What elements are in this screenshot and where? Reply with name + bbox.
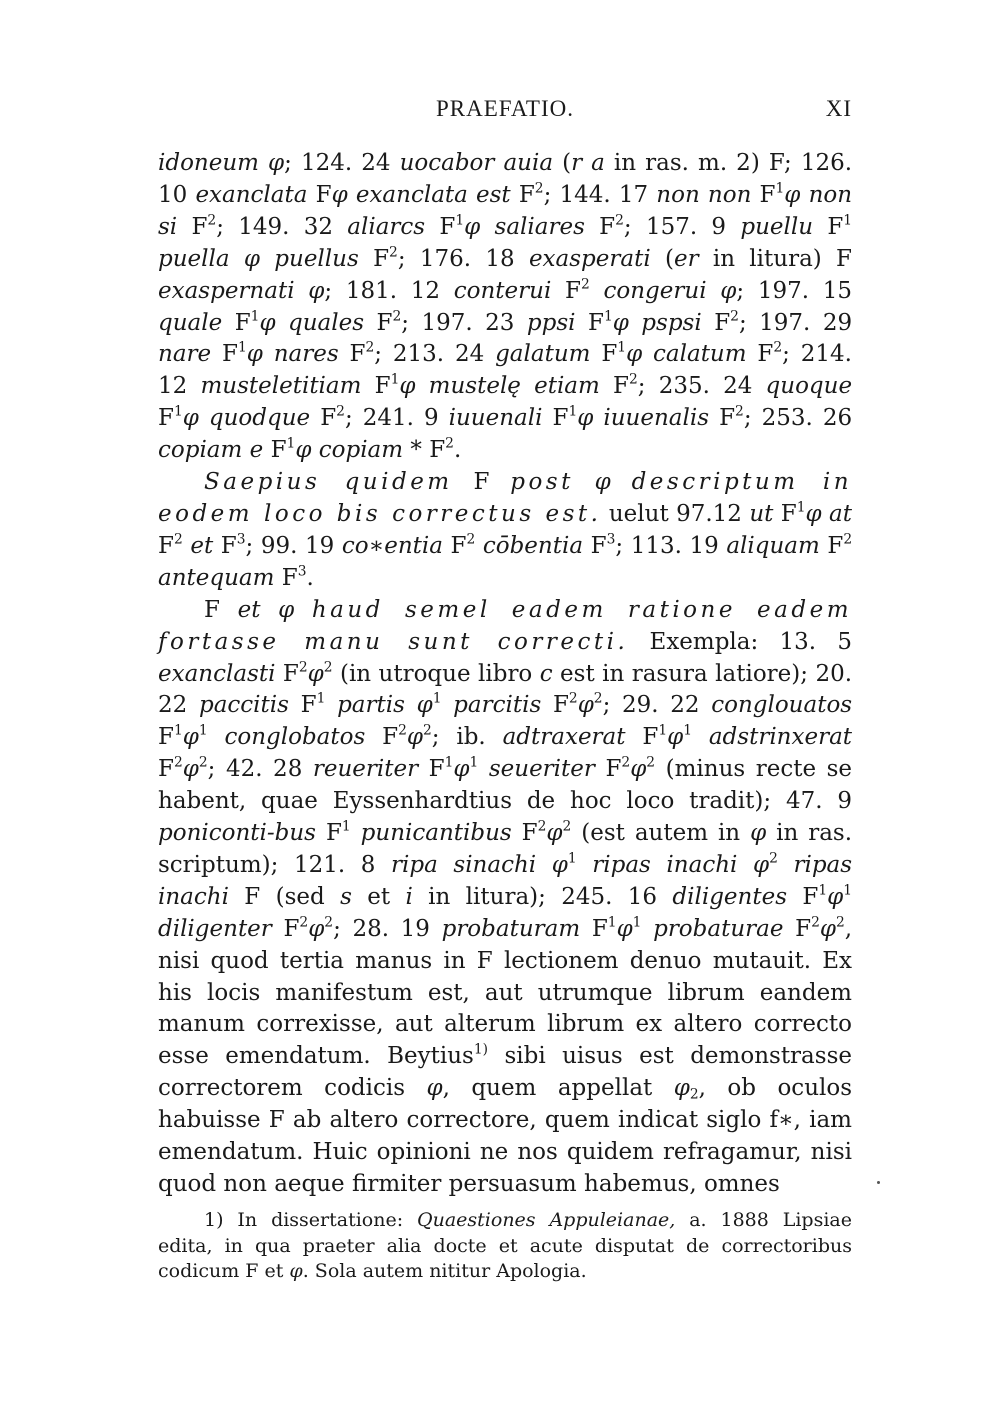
- lemma: seueriter: [488, 756, 595, 783]
- siglum-phi: φ: [805, 500, 822, 527]
- lemma: ripas inachi: [592, 851, 738, 878]
- lemma: congerui: [603, 277, 707, 304]
- siglum-F: F: [158, 405, 174, 432]
- lemma: musteletitiam: [200, 373, 362, 400]
- note-text: uelut: [601, 500, 677, 527]
- citation: 197. 29: [759, 309, 853, 336]
- lemma: non si: [158, 181, 853, 240]
- siglum-F: F: [757, 341, 774, 368]
- lemma: puella: [158, 245, 230, 272]
- citation: 20. 22: [158, 660, 853, 719]
- lemma: exanclata est: [355, 181, 511, 208]
- siglum-phi: φ: [453, 756, 470, 783]
- siglum-phi: φ: [667, 724, 684, 751]
- siglum-F: F: [191, 213, 208, 240]
- siglum-phi: φ: [784, 181, 801, 208]
- running-header: [158, 96, 852, 132]
- citation: 176. 18: [419, 245, 515, 272]
- lemma: exanclata: [195, 181, 308, 208]
- lemma: conterui: [453, 277, 552, 304]
- lemma: probaturae: [653, 915, 784, 942]
- siglum-F: F: [382, 724, 399, 751]
- spaced-text: Saepius quidem: [204, 469, 453, 496]
- siglum-phi: φ: [577, 405, 594, 432]
- lemma: copiam e: [158, 437, 264, 464]
- note-text: et: [351, 883, 406, 910]
- siglum-F: F: [220, 532, 237, 559]
- siglum-F: F: [605, 756, 622, 783]
- lemma: cōbentia: [482, 532, 584, 559]
- siglum-phi: φ: [278, 596, 295, 623]
- note-text: in ras. m. 2): [604, 150, 769, 176]
- siglum-F: F: [282, 660, 299, 687]
- siglum-phi: φ: [295, 437, 312, 464]
- siglum-F: F: [222, 341, 238, 368]
- citation: 99. 19: [260, 532, 335, 559]
- note-text: ; ib.: [431, 724, 503, 751]
- siglum-F: F: [587, 309, 604, 336]
- siglum-phi: φ: [551, 851, 568, 878]
- spaced-text: haud semel eadem ratione eadem fortasse manu sunt correcti.: [158, 596, 853, 655]
- siglum-F: F: [565, 277, 582, 304]
- note-text: in litura);: [412, 883, 562, 910]
- lemma: quale: [158, 309, 223, 336]
- paragraph-3: F et φ haud semel eadem ratione eadem fortasse manu sunt correcti. Exempla: 13. 5 exanclasti $F^2\varphi^2$ (in utroque libro c est in rasura latiore); 20. 22 paccitis $F^1$ partis $\varphi^1$ parcitis $F^2\varphi^2$; 29. 22 conglouatos $F^1\varphi^1$ conglobatos $F^2\varphi^2$; ib. adtraxerat $F^1\varphi^1$ adstrinxerat $F^2\varphi^2$; 42. 28 reueriter $F^1\varphi^1$ seueriter $F^2\varphi^2$ (minus recte se habent, quae Eyssenhardtius de hoc loco tradit); 47. 9 poniconti-bus $F^1$ punicantibus $F^2\varphi^2$ (est autem in φ in ras. scriptum); 121. 8 ripa sinachi $\varphi^1$ ripas inachi $\varphi^2$ ripas inachi F (sed s et i in litura); 245. 16 diligentes $F^1\varphi^1$ diligenter $F^2\varphi^2$; 28. 19 probaturam $F^1\varphi^1$ probaturae $F^2\varphi^2$, nisi quod tertia manus in F lectionem denuo mutauit. Ex his locis manifestum est, aut utrumque librum eandem manum correxisse, aut alterum librum ex altero correcto esse emendatum. Beytius$^{1)}$ sibi uisus est demonstrasse correctorem codicis φ, quem appellat $\varphi_2$, ob oculos habuisse F ab altero correctore, quem indicat siglo f∗, iam emendatum. Huic opinioni ne nos quidem refragamur, nisi quod non aeque firmiter persuasum habemus, omnes: [158, 596, 853, 1197]
- siglum-F: F: [281, 564, 298, 591]
- footnote-title: Quaestiones Appuleianae,: [417, 1209, 676, 1231]
- siglum-F: F: [349, 341, 366, 368]
- siglum-F: F: [376, 309, 393, 336]
- lemma: puellus: [274, 245, 359, 272]
- footnote-text: . Sola autem nititur Apologia.: [302, 1260, 587, 1282]
- citation: 253. 26: [761, 405, 853, 432]
- siglum-F: F: [204, 596, 220, 623]
- lemma: conglouatos: [711, 692, 853, 719]
- paragraph-1: idoneum φ; 124. 24 uocabor auia (r a in ras. m. 2) F; 126. 10 exanclata Fφ exanclata est $F^2$; 144. 17 non non $F^1\varphi$ non si $F^2$; 149. 32 aliarcs $F^1\varphi$ saliares $F^2$; 157. 9 puellu $F^1$ puella φ puellus $F^2$; 176. 18 exasperati (er in litura) F exaspernati φ; 181. 12 conterui $F^2$ congerui φ; 197. 15 quale $F^1\varphi$ quales $F^2$; 197. 23 ppsi $F^1\varphi$ pspsi $F^2$; 197. 29 nare $F^1\varphi$ nares $F^2$; 213. 24 galatum $F^1\varphi$ calatum $F^2$; 214. 12 musteletitiam $F^1\varphi$ mustelę etiam $F^2$; 235. 24 quoque $F^1\varphi$ quodque $F^2$; 241. 9 iuuenali $F^1\varphi$ iuuenalis $F^2$; 253. 26 copiam e $F^1\varphi$ copiam * $F^2$.: [158, 150, 853, 464]
- lemma: paccitis: [198, 692, 289, 719]
- siglum-phi: φ: [308, 915, 325, 942]
- lemma: poniconti-bus: [158, 820, 316, 847]
- lemma: calatum: [653, 341, 747, 368]
- lemma: r: [571, 150, 583, 176]
- lemma: parcitis: [453, 692, 542, 719]
- siglum-phi: φ: [307, 660, 324, 687]
- siglum-phi: φ: [426, 1075, 443, 1102]
- siglum-F: F: [429, 437, 446, 464]
- siglum-phi: φ: [630, 756, 647, 783]
- footnote-text: a. 1888 Lipsiae edita, in qua praeter alia docte et acute disputat de correctoribus codicum F et: [158, 1209, 852, 1282]
- citation: 157. 9: [645, 213, 727, 240]
- siglum-phi: φ: [827, 883, 844, 910]
- siglum-F: F: [599, 213, 616, 240]
- siglum-F: F: [320, 405, 337, 432]
- lemma: puellu: [740, 213, 814, 240]
- citation: 149. 32: [238, 213, 333, 240]
- siglum-phi: φ: [416, 692, 433, 719]
- siglum-phi: φ: [546, 820, 563, 847]
- lemma: uocabor auia: [399, 150, 554, 176]
- siglum-F: F: [590, 532, 607, 559]
- lemma: ut: [749, 500, 774, 527]
- siglum-F: F: [759, 181, 776, 208]
- lemma: mustelę etiam: [428, 373, 600, 400]
- siglum-phi: φ: [612, 309, 629, 336]
- lemma: aliarcs: [347, 213, 426, 240]
- siglum-F: F: [714, 309, 731, 336]
- siglum-F: F: [552, 692, 569, 719]
- lemma: conglobatos: [224, 724, 366, 751]
- lemma: partis: [337, 692, 405, 719]
- siglum-F: F: [601, 341, 618, 368]
- lemma: reueriter: [312, 756, 419, 783]
- citation: 42. 28: [225, 756, 303, 783]
- note-text: (minus recte se habent, quae Eyssenhardtius de hoc loco tradit);: [158, 756, 853, 815]
- siglum-phi: φ: [182, 756, 199, 783]
- footnote-marker: 1): [204, 1209, 224, 1231]
- siglum-F: F: [283, 915, 300, 942]
- page-title: PRAEFATIO.: [435, 96, 574, 121]
- siglum-phi: φ: [720, 277, 737, 304]
- lemma: ppsi: [526, 309, 576, 336]
- citation: 214. 12: [158, 341, 852, 400]
- spaced-text: post: [510, 469, 574, 496]
- siglum-phi: φ: [752, 851, 770, 878]
- lemma: et: [237, 596, 261, 623]
- siglum-F: F: [428, 756, 445, 783]
- siglum-F: F: [795, 915, 812, 942]
- siglum-phi: φ: [626, 341, 643, 368]
- siglum-F: F: [374, 373, 391, 400]
- citation: 13. 5: [779, 628, 852, 655]
- subscript: 2: [689, 1086, 699, 1103]
- siglum-F: F: [315, 181, 332, 208]
- main-text: [158, 148, 852, 1201]
- body-text: , nisi quod tertia manus in F lectionem denuo mutauit. Ex his locis manifestum est, aut utrumque librum eandem manum correxisse, aut alterum librum ex altero correcto esse emendatum. Beytius: [158, 915, 853, 1070]
- siglum-F: F: [518, 181, 535, 208]
- siglum-F: F: [719, 405, 736, 432]
- lemma: ripa sinachi: [391, 851, 537, 878]
- siglum-phi: φ: [819, 915, 836, 942]
- footnote-paragraph: [158, 1208, 852, 1285]
- lemma: probaturam: [441, 915, 581, 942]
- body-text: , quem appellat: [442, 1075, 674, 1102]
- siglum-F: F: [642, 724, 659, 751]
- lemma: ripas inachi: [158, 851, 853, 910]
- siglum-F: F: [836, 245, 853, 272]
- siglum-phi: φ: [673, 1075, 690, 1102]
- lemma: punicantibus: [360, 820, 512, 847]
- lemma: idoneum: [158, 150, 259, 176]
- lemma: diligentes: [672, 883, 788, 910]
- siglum-F: F: [450, 532, 467, 559]
- siglum-phi: φ: [406, 724, 423, 751]
- note-text: in litura): [698, 245, 837, 272]
- siglum-phi: φ: [259, 309, 276, 336]
- citation: 121. 8: [293, 851, 376, 878]
- lemma: adstrinxerat: [708, 724, 853, 751]
- citation: 144. 17: [559, 181, 649, 208]
- lemma: exaspernati: [158, 277, 295, 304]
- ink-speck: [877, 1181, 880, 1184]
- siglum-F: F: [827, 213, 844, 240]
- siglum-phi: φ: [289, 1260, 303, 1282]
- lemma: quales: [288, 309, 365, 336]
- siglum-phi: φ: [331, 181, 348, 208]
- siglum-phi: φ: [750, 820, 767, 847]
- siglum-F: F: [591, 915, 608, 942]
- siglum-phi: φ: [399, 373, 416, 400]
- citation: 235. 24: [658, 373, 753, 400]
- note-text: in ras. scriptum);: [158, 820, 853, 878]
- siglum-F: F: [827, 532, 844, 559]
- siglum-F: F: [439, 213, 456, 240]
- siglum-F: F: [521, 820, 538, 847]
- citation: 213. 24: [392, 341, 485, 368]
- note-text: (in utroque libro: [332, 660, 540, 687]
- citation: 126. 10: [158, 150, 853, 208]
- lemma: at: [829, 500, 853, 527]
- page-number: XI: [825, 96, 852, 121]
- siglum-phi: φ: [464, 213, 481, 240]
- siglum-phi: φ: [308, 277, 325, 304]
- lemma: s: [340, 883, 352, 910]
- lemma: nare: [158, 341, 212, 368]
- siglum-F: F: [270, 437, 287, 464]
- lemma: i: [405, 883, 413, 910]
- siglum-F: F: [780, 500, 797, 527]
- note-text: est in rasura latiore);: [552, 660, 816, 687]
- lemma: non non: [656, 181, 752, 208]
- lemma: a: [591, 150, 605, 176]
- body-text: sibi uisus est demonstrasse correctorem codicis: [158, 1043, 852, 1102]
- lemma: exasperati: [528, 245, 651, 272]
- lemma: pspsi: [641, 309, 702, 336]
- lemma: copiam *: [318, 437, 422, 464]
- citation: 97.12: [676, 500, 742, 527]
- lemma: aliquam: [726, 532, 820, 559]
- siglum-F: F: [473, 469, 490, 496]
- footnote: [158, 1208, 852, 1285]
- siglum-F: F: [768, 150, 784, 176]
- lemma: et: [190, 532, 214, 559]
- citation: 113. 19: [630, 532, 719, 559]
- siglum-F: F: [244, 883, 261, 910]
- siglum-phi: φ: [246, 341, 263, 368]
- footnote-text: In dissertatione:: [237, 1209, 418, 1231]
- lemma: er: [673, 245, 699, 272]
- lemma: galatum: [495, 341, 591, 368]
- siglum-F: F: [234, 309, 251, 336]
- citation: 197. 15: [757, 277, 853, 304]
- footnote-reference[interactable]: 1): [473, 1041, 489, 1058]
- citation: 181. 12: [345, 277, 441, 304]
- siglum-F: F: [158, 532, 174, 559]
- siglum-phi: φ: [577, 692, 594, 719]
- citation: 28. 19: [352, 915, 430, 942]
- siglum-phi: φ: [243, 245, 260, 272]
- siglum-F: F: [613, 373, 629, 400]
- citation: 124. 24: [300, 150, 391, 176]
- note-text: (sed: [260, 883, 341, 910]
- citation: 47. 9: [785, 788, 852, 815]
- siglum-phi: φ: [268, 150, 285, 176]
- citation: 241. 9: [362, 405, 439, 432]
- siglum-phi: φ: [182, 405, 199, 432]
- lemma: nares: [273, 341, 339, 368]
- note-text: Exempla:: [628, 628, 780, 655]
- lemma: c: [539, 660, 553, 687]
- lemma: co∗entia: [341, 532, 443, 559]
- siglum-F: F: [158, 724, 174, 751]
- lemma: iuuenalis: [603, 405, 710, 432]
- spaced-text: descriptum in eodem loco bis correctus est.: [158, 469, 853, 527]
- citation: 245. 16: [561, 883, 658, 910]
- siglum-F: F: [802, 883, 819, 910]
- citation: 197. 23: [421, 309, 515, 336]
- siglum-F: F: [325, 820, 342, 847]
- siglum-F: F: [158, 756, 174, 783]
- body-text: , ob oculos habuisse F ab altero correctore, quem indicat siglo f∗, iam emendatum. Huic opinioni ne nos quidem refragamur, nisi quod non aeque firmiter persuasum habemus, omnes: [158, 1075, 853, 1197]
- lemma: quodque: [208, 405, 311, 432]
- lemma: adtraxerat: [502, 724, 626, 751]
- lemma: quoque: [765, 373, 853, 400]
- siglum-F: F: [300, 692, 317, 719]
- lemma: iuuenali: [448, 405, 543, 432]
- siglum-F: F: [373, 245, 390, 272]
- lemma: antequam: [158, 564, 275, 591]
- lemma: saliares: [494, 213, 585, 240]
- siglum-F: F: [552, 405, 569, 432]
- lemma: exanclasti: [158, 660, 276, 687]
- siglum-phi: φ: [594, 469, 611, 496]
- siglum-phi: φ: [182, 724, 199, 751]
- note-text: (est autem in: [571, 820, 751, 847]
- paragraph-2: Saepius quidem F post φ descriptum in eodem loco bis correctus est. uelut 97.12 ut $F^1\varphi$ at $F^2$ et $F^3$; 99. 19 co∗entia $F^2$ cōbentia $F^3$; 113. 19 aliquam $F^2$ antequam $F^3$.: [158, 469, 853, 591]
- siglum-phi: φ: [616, 915, 633, 942]
- lemma: diligenter: [158, 915, 272, 942]
- citation: 29. 22: [622, 692, 700, 719]
